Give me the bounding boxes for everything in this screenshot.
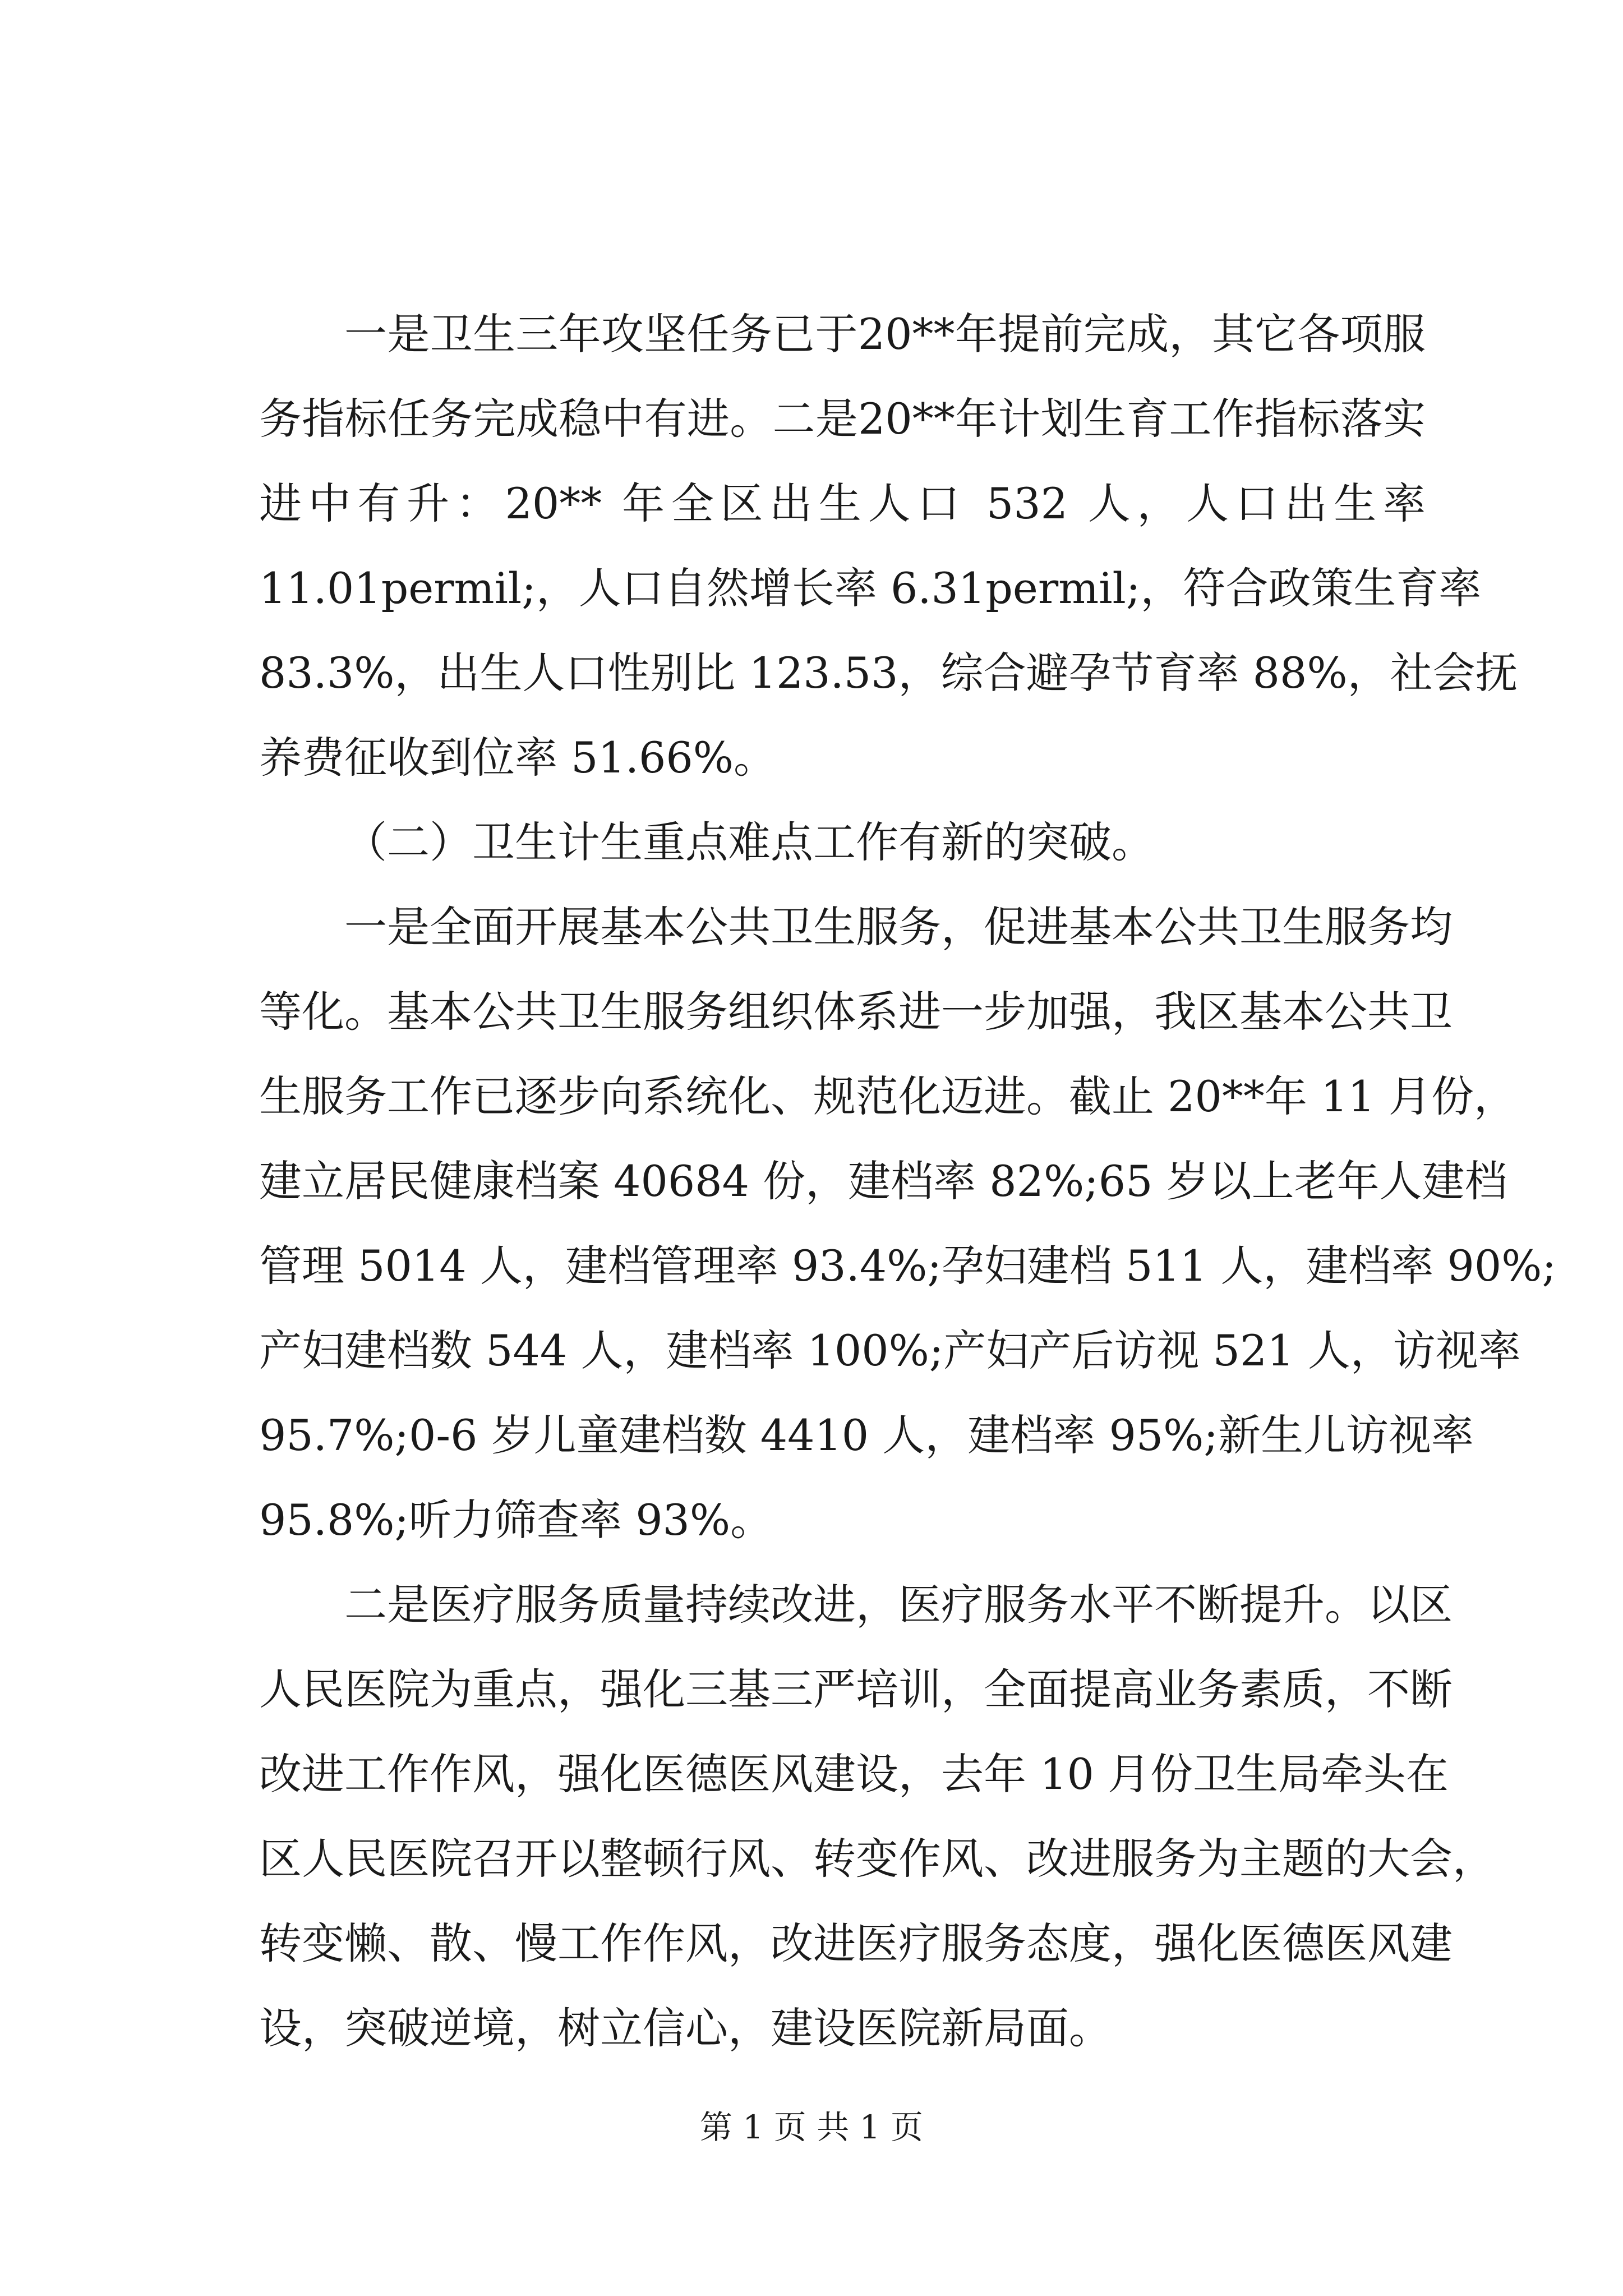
- document-body: [259, 292, 1556, 2070]
- paragraph-3-line-3: 改进工作作风，强化医德医风建设，去年 10 月份卫生局牵头在: [259, 1749, 1449, 1799]
- paragraph-2-line-5: 管理 5014 人，建档管理率 93.4%;孕妇建档 511 人，建档率 90%;: [259, 1241, 1556, 1291]
- paragraph-3-line-2: 人民医院为重点，强化三基三严培训，全面提高业务素质，不断: [259, 1664, 1453, 1714]
- paragraph-3-line-1: 二是医疗服务质量持续改进，医疗服务水平不断提升。以区: [344, 1580, 1453, 1630]
- paragraph-2-line-1: 一是全面开展基本公共卫生服务，促进基本公共卫生服务均: [344, 902, 1453, 952]
- page-footer: 第 1 页 共 1 页: [700, 2108, 923, 2146]
- paragraph-2-line-2: 等化。基本公共卫生服务组织体系进一步加强，我区基本公共卫: [259, 987, 1453, 1037]
- paragraph-1-line-3: 进中有升：20** 年全区出生人口 532 人，人口出生率: [259, 478, 1426, 528]
- paragraph-3-line-6: 设，突破逆境，树立信心，建设医院新局面。: [259, 2003, 1112, 2053]
- paragraph-2-line-6: 产妇建档数 544 人，建档率 100%;产妇产后访视 521 人，访视率: [259, 1326, 1521, 1375]
- paragraph-1-line-5: 83.3%，出生人口性别比 123.53，综合避孕节育率 88%，社会抚: [259, 648, 1518, 698]
- paragraph-2-line-4: 建立居民健康档案 40684 份，建档率 82%;65 岁以上老年人建档: [259, 1156, 1507, 1206]
- paragraph-1-line-6: 养费征收到位率 51.66%。: [259, 733, 776, 783]
- section-heading-2: （二）卫生计生重点难点工作有新的突破。: [344, 817, 1154, 867]
- paragraph-1-line-1: 一是卫生三年攻坚任务已于20**年提前完成，其它各项服: [344, 309, 1426, 359]
- paragraph-1-line-2: 务指标任务完成稳中有进。二是20**年计划生育工作指标落实: [259, 394, 1426, 444]
- paragraph-2-line-3: 生服务工作已逐步向系统化、规范化迈进。截止 20**年 11 月份，: [259, 1071, 1516, 1121]
- paragraph-1-line-4: 11.01permil;，人口自然增长率 6.31permil;，符合政策生育率: [259, 563, 1482, 613]
- paragraph-2-line-7: 95.7%;0-6 岁儿童建档数 4410 人，建档率 95%;新生儿访视率: [259, 1410, 1474, 1460]
- paragraph-2-line-8: 95.8%;听力筛查率 93%。: [259, 1495, 773, 1545]
- paragraph-3-line-4: 区人民医院召开以整顿行风、转变作风、改进服务为主题的大会，: [259, 1834, 1495, 1884]
- paragraph-3-line-5: 转变懒、散、慢工作作风，改进医疗服务态度，强化医德医风建: [259, 1918, 1453, 1968]
